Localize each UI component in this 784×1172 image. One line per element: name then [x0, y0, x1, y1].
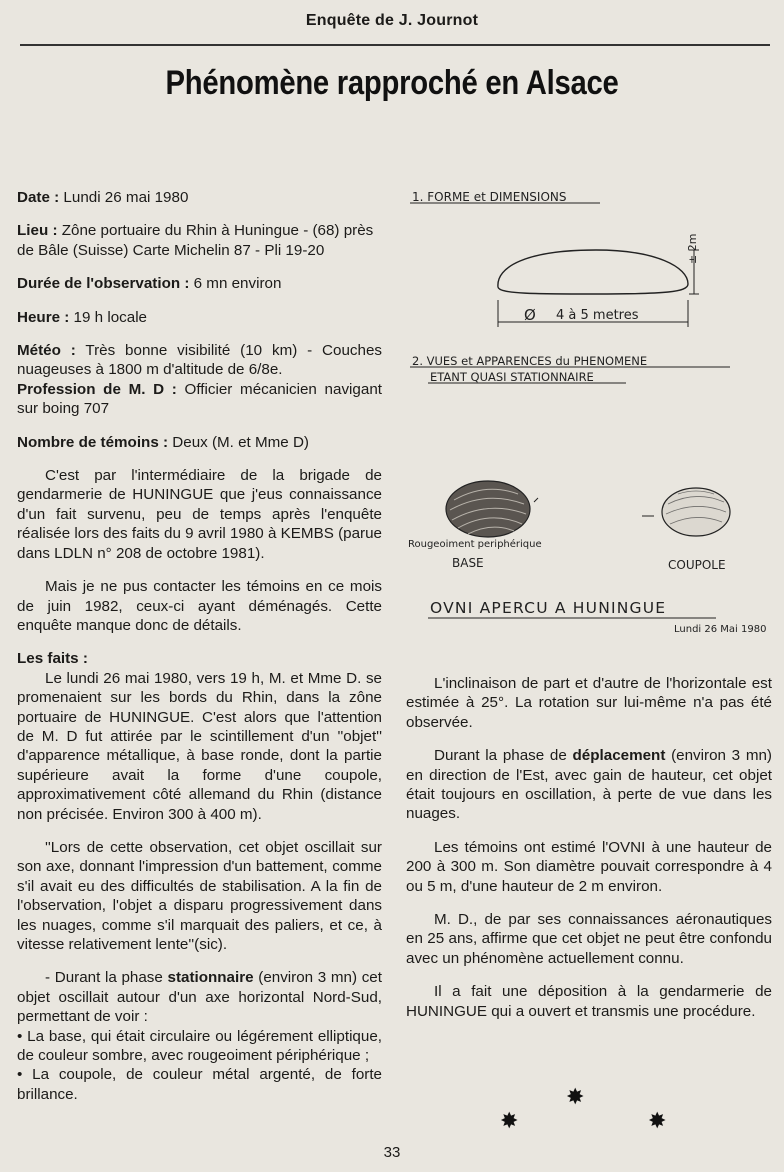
text-run: - Durant la phase [45, 969, 168, 987]
sketch-section-2: 2. VUES et APPARENCES du PHENOMENE [412, 354, 648, 368]
body-paragraph: C'est par l'intermédiaire de la brigade de gendarmerie de HUNINGUE que j'eus connaissance d'un fait survenu, peu de temps après l'enquête réalisée lors des faits du 9 avril 1980 à KEMBS (parue dans LDLN n° 208 de octobre 1981). [17, 467, 382, 562]
fact-label: Lieu : [17, 222, 58, 240]
fact-duree [17, 274, 382, 293]
fact-value: Deux (M. et Mme D) [168, 433, 309, 451]
fact-label: Date : [17, 189, 60, 206]
text-run: (environ 3 mn) cet objet oscillait autour d'un axe horizontal Nord-Sud, permettant de voir : [17, 969, 382, 1026]
coupole-shape [662, 488, 730, 536]
fact-date [17, 188, 382, 207]
fact-label: Météo : [17, 342, 76, 360]
star-ornament: ✸ [648, 1108, 667, 1133]
star-ornament: ✸ [566, 1084, 585, 1109]
fact-label: Durée de l'observation : [17, 275, 190, 293]
text-bold: déplacement [572, 747, 666, 765]
left-column [17, 188, 382, 1104]
body-paragraph [17, 968, 382, 1026]
width-label: 4 à 5 metres [556, 308, 639, 323]
fact-value: Zône portuaire du Rhin à Huningue - (68) près de Bâle (Suisse) Carte Michelin 87 - Pli 19-20 [17, 222, 374, 259]
sketch-svg [406, 182, 776, 642]
right-column [406, 674, 772, 1035]
sketch-caption: OVNI APERCU A HUNINGUE [430, 599, 667, 617]
running-title: Enquête de J. Journot [305, 12, 479, 29]
body-paragraph: ''Lors de cette observation, cet objet oscillait sur son axe, donnant l'impression d'un battement, comme s'il avait eu des difficultés de stabilisation. A la fin de l'observation, l'objet a disparu progressivement dans les nuages, comme s'il marquait des paliers, et ce, à vitesse relativement lente''(sic). [17, 838, 382, 953]
body-paragraph [406, 746, 772, 824]
sketch-caption-date: Lundi 26 Mai 1980 [674, 624, 767, 635]
fact-value: Lundi 26 mai 1980 [59, 189, 189, 206]
ufo-sketch [406, 182, 776, 642]
sketch-section-1: 1. FORME et DIMENSIONS [412, 190, 567, 204]
fact-label: Heure : [17, 308, 70, 326]
article-title: Phénomène rapproché en Alsace [165, 64, 619, 102]
body-paragraph: Mais je ne pus contacter les témoins en ce mois de juin 1982, ceux-ci ayant déménagés. Cette enquête manque donc de détails. [17, 578, 382, 634]
body-paragraph: L'inclinaison de part et d'autre de l'horizontale est estimée à 25°. La rotation sur lui-même n'a pas été observée. [406, 675, 772, 731]
coupole-label: COUPOLE [668, 558, 726, 572]
bullet-item: • La coupole, de couleur métal argenté, de forte brillance. [17, 1066, 382, 1103]
base-label: BASE [452, 556, 484, 570]
text-bold: stationnaire [167, 969, 254, 987]
sketch-section-2b: ETANT QUASI STATIONNAIRE [430, 370, 594, 384]
fact-value: Très bonne visibilité (10 km) - Couches nuageuses à 1800 m d'altitude de 6/8e. [17, 342, 382, 379]
fact-temoins [17, 433, 382, 452]
fact-label: Nombre de témoins : [17, 433, 169, 451]
body-paragraph: Les témoins ont estimé l'OVNI à une hauteur de 200 à 300 m. Son diamètre pouvait correspondre à 4 ou 5 m, d'une hauteur de 2 m environ. [406, 838, 772, 895]
object-profile [498, 250, 688, 294]
diameter-symbol: Ø [524, 306, 536, 324]
body-paragraph: Il a fait une déposition à la gendarmerie de HUNINGUE qui a ouvert et transmis une procédure. [406, 983, 772, 1020]
fact-label: Profession de M. D : [17, 380, 177, 398]
fact-heure [17, 308, 382, 327]
text-run: Durant la phase de [434, 747, 573, 765]
fact-value: 19 h locale [69, 308, 148, 326]
header-rule [20, 44, 770, 46]
body-paragraph: Le lundi 26 mai 1980, vers 19 h, M. et Mme D. se promenaient sur les bords du Rhin, dans la zône portuaire de HUNINGUE. C'est alors que l'attention de M. D fut attirée par le scintillement d'un ''objet'' d'apparence métallique, à base ronde, dont la partie supérieure avait la forme d'une coupole, approximativement côté allemand du Rhin (distance non précisée. Environ 300 à 400 m). [17, 669, 382, 823]
page-header [0, 0, 784, 44]
fact-value: 6 mn environ [189, 275, 282, 293]
fact-value: Officier mécanicien navigant sur boing 707 [17, 380, 382, 418]
body-paragraph: M. D., de par ses connaissances aéronautiques en 25 ans, affirme que cet objet ne peut être confondu avec un phénomène actuellement connu. [406, 911, 772, 967]
fact-meteo [17, 341, 382, 380]
section-heading-faits: Les faits : [17, 650, 88, 668]
fact-profession [17, 380, 382, 419]
rougeoiement-label: Rougeoiment periphérique [408, 539, 542, 550]
height-label: ± 2m [686, 233, 699, 264]
fact-lieu [17, 221, 382, 260]
text-run: (environ 3 mn) en direction de l'Est, avec gain de hauteur, cet objet était toujours en oscillation, à perte de vue dans les nuages. [406, 747, 772, 823]
star-ornament: ✸ [500, 1108, 519, 1133]
page-number: 33 [383, 1144, 401, 1161]
bullet-item: • La base, qui était circulaire ou légérement elliptique, de couleur sombre, avec rougeoiment périphérique ; [17, 1027, 382, 1065]
